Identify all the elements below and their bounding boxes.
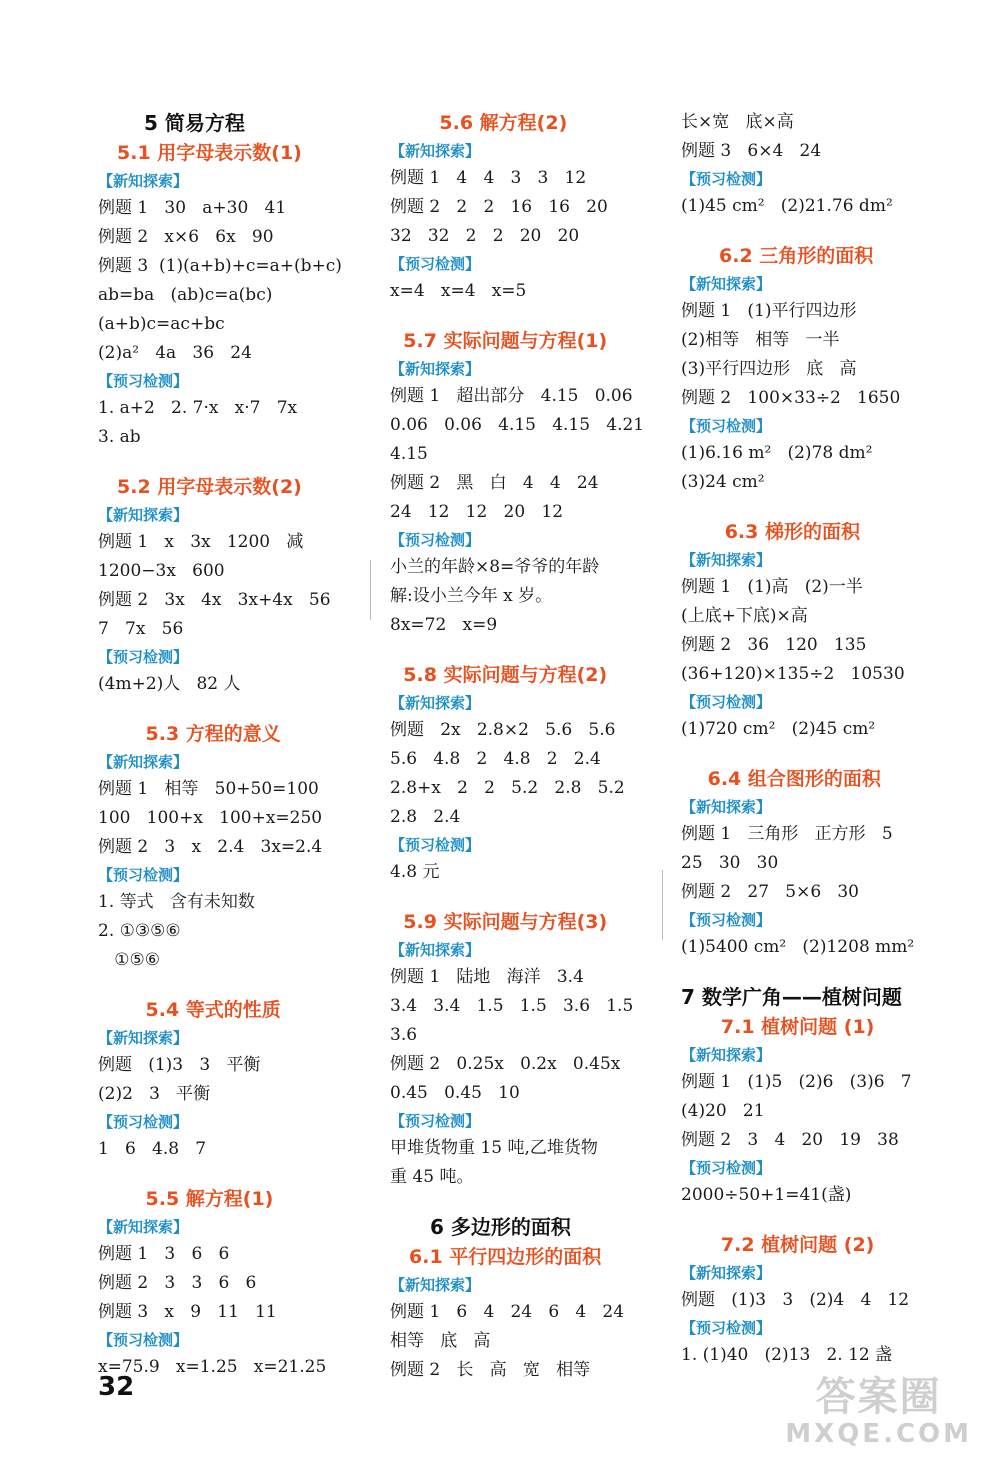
- section-title: 7.2 植树问题 (2): [720, 1234, 875, 1256]
- answer-line: 2000÷50+1=41(盏): [681, 1185, 852, 1205]
- answer-line: 例题 1 30 a+30 41: [98, 198, 287, 218]
- answer-line: 相等 底 高: [390, 1331, 491, 1351]
- section-tag: 【预习检测】: [681, 1159, 772, 1177]
- answer-line: (36+120)×135÷2 10530: [681, 664, 905, 684]
- section-title: 6.2 三角形的面积: [719, 245, 874, 267]
- spacer: [98, 975, 373, 995]
- section-tag: 【预习检测】: [390, 255, 481, 273]
- answer-line: ①⑤⑥: [98, 950, 160, 970]
- section-tag: 【新知探索】: [681, 551, 772, 569]
- watermark-logo-text: 答案圈: [815, 1374, 942, 1420]
- answer-line: 例题 (1)3 3 (2)4 4 12: [681, 1290, 910, 1310]
- section-title: 5.5 解方程(1): [145, 1188, 274, 1210]
- column-divider: [662, 870, 663, 940]
- answer-line: 例题 2 3 3 6 6: [98, 1273, 257, 1293]
- answer-line: 例题 2 100×33÷2 1650: [681, 388, 901, 408]
- answer-line: (2)相等 相等 一半: [681, 330, 840, 350]
- section-tag: 【预习检测】: [98, 866, 189, 884]
- section-tag: 【新知探索】: [390, 142, 481, 160]
- answer-line: 例题 2 36 120 135: [681, 635, 867, 655]
- spacer: [681, 744, 961, 764]
- section-tag: 【预习检测】: [390, 531, 481, 549]
- section-title: 5.9 实际问题与方程(3): [403, 911, 608, 933]
- answer-line: (1)6.16 m² (2)78 dm²: [681, 443, 873, 463]
- section-tag: 【预习检测】: [98, 1331, 189, 1349]
- answer-line: (3)24 cm²: [681, 472, 765, 492]
- answer-line: 解:设小兰今年 x 岁。: [390, 586, 553, 606]
- spacer: [390, 1192, 655, 1212]
- section-title: 5.3 方程的意义: [145, 723, 281, 745]
- section-tag: 【新知探索】: [681, 798, 772, 816]
- chapter-title: 6 多边形的面积: [430, 1215, 571, 1239]
- section-title: 7.1 植树问题 (1): [720, 1016, 875, 1038]
- section-tag: 【预习检测】: [98, 372, 189, 390]
- section-title: 5.8 实际问题与方程(2): [403, 664, 608, 686]
- answer-line: 100 100+x 100+x=250: [98, 808, 323, 828]
- answer-line: 例题 1 (1)5 (2)6 (3)6 7: [681, 1072, 912, 1092]
- answer-line: 0.45 0.45 10: [390, 1083, 520, 1103]
- answer-line: 例题 1 超出部分 4.15 0.06: [390, 386, 633, 406]
- section-tag: 【新知探索】: [390, 694, 481, 712]
- answer-line: 24 12 12 20 12: [390, 502, 564, 522]
- answer-line: 例题 2 x×6 6x 90: [98, 227, 274, 247]
- answer-line: 例题 1 三角形 正方形 5: [681, 824, 893, 844]
- section-tag: 【新知探索】: [681, 1046, 772, 1064]
- watermark-url: MXQE.COM: [785, 1419, 972, 1449]
- section-tag: 【新知探索】: [98, 1029, 189, 1047]
- answer-line: 例题 2x 2.8×2 5.6 5.6: [390, 720, 616, 740]
- watermark: [785, 1374, 972, 1448]
- answer-line: 例题 1 6 4 24 6 4 24: [390, 1302, 625, 1322]
- answer-line: 3.6: [390, 1025, 418, 1045]
- answer-line: 例题 3 (1)(a+b)+c=a+(b+c): [98, 256, 342, 276]
- answer-line: 2.8 2.4: [390, 807, 461, 827]
- answer-line: 例题 1 相等 50+50=100: [98, 779, 319, 799]
- section-tag: 【预习检测】: [681, 170, 772, 188]
- section-tag: 【预习检测】: [98, 1113, 189, 1131]
- section-tag: 【新知探索】: [98, 506, 189, 524]
- section-tag: 【新知探索】: [681, 275, 772, 293]
- answer-line: 小兰的年龄×8=爷爷的年龄: [390, 557, 600, 577]
- answer-line: 4.15: [390, 444, 428, 464]
- spacer: [681, 1210, 961, 1230]
- answer-line: 例题 2 长 高 宽 相等: [390, 1360, 591, 1380]
- answer-line: 25 30 30: [681, 853, 779, 873]
- section-title: 5.7 实际问题与方程(1): [403, 330, 608, 352]
- answer-line: 4.8 元: [390, 862, 440, 882]
- section-title: 6.1 平行四边形的面积: [409, 1246, 602, 1268]
- answer-line: 例题 1 3 6 6: [98, 1244, 230, 1264]
- answer-line: 例题 (1)3 3 平衡: [98, 1055, 261, 1075]
- spacer: [98, 1164, 373, 1184]
- answer-line: 例题 2 3x 4x 3x+4x 56: [98, 590, 331, 610]
- answer-line: 1200−3x 600: [98, 561, 225, 581]
- section-title: 5.1 用字母表示数(1): [117, 142, 302, 164]
- column-divider: [370, 560, 371, 620]
- section-tag: 【预习检测】: [390, 1112, 481, 1130]
- answer-line: 例题 2 27 5×6 30: [681, 882, 859, 902]
- answer-column-1: [98, 108, 373, 1382]
- answer-line: (2)a² 4a 36 24: [98, 343, 252, 363]
- answer-line: 例题 2 0.25x 0.2x 0.45x: [390, 1054, 621, 1074]
- answer-line: (4m+2)人 82 人: [98, 674, 241, 694]
- section-tag: 【新知探索】: [390, 941, 481, 959]
- section-tag: 【新知探索】: [98, 1218, 189, 1236]
- spacer: [98, 699, 373, 719]
- answer-line: 例题 2 3 4 20 19 38: [681, 1130, 899, 1150]
- section-tag: 【预习检测】: [681, 693, 772, 711]
- answer-line: (1)45 cm² (2)21.76 dm²: [681, 196, 893, 216]
- spacer: [98, 452, 373, 472]
- answer-line: 例题 3 x 9 11 11: [98, 1302, 277, 1322]
- answer-line: x=75.9 x=1.25 x=21.25: [98, 1357, 327, 1377]
- answer-line: (1)720 cm² (2)45 cm²: [681, 719, 876, 739]
- answer-line: 7 7x 56: [98, 619, 184, 639]
- answer-line: 2.8+x 2 2 5.2 2.8 5.2: [390, 778, 625, 798]
- section-tag: 【新知探索】: [98, 753, 189, 771]
- section-title: 6.4 组合图形的面积: [707, 768, 881, 790]
- answer-line: 1. 等式 含有未知数: [98, 892, 255, 912]
- answer-line: 1 6 4.8 7: [98, 1139, 207, 1159]
- spacer: [390, 640, 655, 660]
- answer-line: 8x=72 x=9: [390, 615, 498, 635]
- answer-line: 例题 2 黑 白 4 4 24: [390, 473, 599, 493]
- answer-line: 例题 1 (1)平行四边形: [681, 301, 857, 321]
- answer-line: (a+b)c=ac+bc: [98, 314, 225, 334]
- answer-line: ab=ba (ab)c=a(bc): [98, 285, 273, 305]
- answer-line: (1)5400 cm² (2)1208 mm²: [681, 937, 915, 957]
- section-tag: 【预习检测】: [681, 911, 772, 929]
- chapter-title: 5 简易方程: [144, 111, 245, 135]
- answer-line: 例题 1 4 4 3 3 12: [390, 168, 587, 188]
- answer-line: (2)2 3 平衡: [98, 1084, 211, 1104]
- answer-line: 3. ab: [98, 427, 141, 447]
- answer-line: 0.06 0.06 4.15 4.15 4.21: [390, 415, 645, 435]
- spacer: [390, 306, 655, 326]
- section-tag: 【新知探索】: [390, 1276, 481, 1294]
- section-tag: 【预习检测】: [98, 648, 189, 666]
- section-title: 5.4 等式的性质: [145, 999, 281, 1021]
- answer-line: (4)20 21: [681, 1101, 765, 1121]
- page-number: 32: [98, 1372, 135, 1402]
- answer-line: 甲堆货物重 15 吨,乙堆货物: [390, 1138, 598, 1158]
- section-title: 5.6 解方程(2): [439, 112, 568, 134]
- answer-line: 例题 1 陆地 海洋 3.4: [390, 967, 584, 987]
- section-tag: 【预习检测】: [681, 1319, 772, 1337]
- spacer: [681, 221, 961, 241]
- answer-line: 32 32 2 2 20 20: [390, 226, 580, 246]
- answer-line: x=4 x=4 x=5: [390, 281, 527, 301]
- answer-line: 例题 2 3 x 2.4 3x=2.4: [98, 837, 323, 857]
- answer-line: 长×宽 底×高: [681, 112, 794, 132]
- spacer: [681, 497, 961, 517]
- answer-line: (3)平行四边形 底 高: [681, 359, 857, 379]
- section-title: 5.2 用字母表示数(2): [117, 476, 302, 498]
- answer-line: 1. (1)40 (2)13 2. 12 盏: [681, 1345, 893, 1365]
- answer-column-2: [390, 108, 655, 1385]
- answer-line: 例题 3 6×4 24: [681, 141, 822, 161]
- section-tag: 【预习检测】: [390, 836, 481, 854]
- chapter-title: 7 数学广角——植树问题: [681, 985, 902, 1009]
- section-tag: 【新知探索】: [98, 172, 189, 190]
- answer-line: 3.4 3.4 1.5 1.5 3.6 1.5: [390, 996, 634, 1016]
- answer-line: 2. ①③⑤⑥: [98, 921, 181, 941]
- spacer: [390, 887, 655, 907]
- spacer: [681, 962, 961, 982]
- section-title: 6.3 梯形的面积: [724, 521, 860, 543]
- answer-line: 重 45 吨。: [390, 1167, 474, 1187]
- answer-line: 例题 2 2 2 16 16 20: [390, 197, 608, 217]
- answer-line: 例题 1 (1)高 (2)一半: [681, 577, 863, 597]
- answer-line: (上底+下底)×高: [681, 606, 808, 626]
- answer-column-3: [681, 108, 961, 1370]
- section-tag: 【新知探索】: [390, 360, 481, 378]
- section-tag: 【新知探索】: [681, 1264, 772, 1282]
- answer-line: 5.6 4.8 2 4.8 2 2.4: [390, 749, 601, 769]
- section-tag: 【预习检测】: [681, 417, 772, 435]
- answer-line: 例题 1 x 3x 1200 减: [98, 532, 304, 552]
- answer-line: 1. a+2 2. 7·x x·7 7x: [98, 398, 298, 418]
